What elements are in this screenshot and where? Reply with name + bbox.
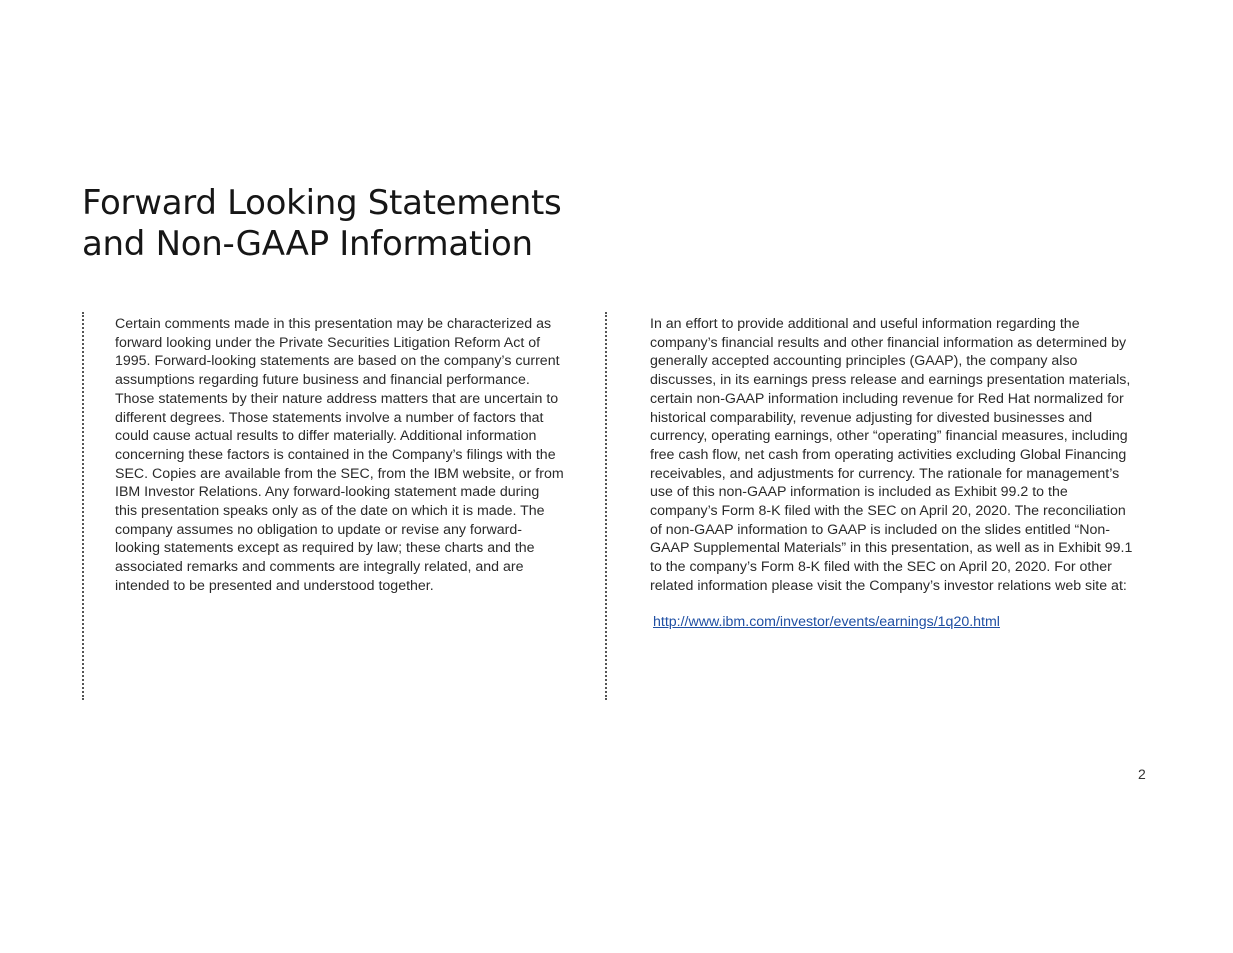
- investor-link-line: [607, 613, 1137, 632]
- title-line-1: Forward Looking Statements: [82, 183, 562, 223]
- page-number: 2: [1138, 766, 1146, 782]
- title-line-2: and Non-GAAP Information: [82, 224, 533, 264]
- investor-relations-link[interactable]: http://www.ibm.com/investor/events/earnings/1q20.html: [653, 613, 1000, 630]
- page-title: [82, 183, 642, 265]
- non-gaap-column: [605, 312, 1137, 700]
- forward-looking-column: [82, 312, 564, 700]
- non-gaap-paragraph: In an effort to provide additional and useful information regarding the company’s financial results and other financial information as determined by generally accepted accounting principles (GAAP), the company also discusses, in its earnings press release and earnings presentation materials, certain non-GAAP information including revenue for Red Hat normalized for historical comparability, revenue adjusting for divested businesses and currency, operating earnings, other “operating” financial measures, including free cash flow, net cash from operating activities excluding Global Financing receivables, and adjustments for currency. The rationale for management’s use of this non-GAAP information is included as Exhibit 99.2 to the company’s Form 8-K filed with the SEC on April 20, 2020. The reconciliation of non-GAAP information to GAAP is included on the slides entitled “Non-GAAP Supplemental Materials” in this presentation, as well as in Exhibit 99.1 to the company’s Form 8-K filed with the SEC on April 20, 2020. For other related information please visit the Company’s investor relations web site at:: [650, 316, 1133, 594]
- forward-looking-paragraph: Certain comments made in this presentation may be characterized as forward looking under the Private Securities Litigation Reform Act of 1995. Forward-looking statements are based on the company’s current assumptions regarding future business and financial performance. Those statements by their nature address matters that are uncertain to different degrees. Those statements involve a number of factors that could cause actual results to differ materially. Additional information concerning these factors is contained in the Company’s filings with the SEC. Copies are available from the SEC, from the IBM website, or from IBM Investor Relations. Any forward-looking statement made during this presentation speaks only as of the date on which it is made. The company assumes no obligation to update or revise any forward-looking statements except as required by law; these charts and the associated remarks and comments are integrally related, and are intended to be presented and understood together.: [115, 316, 564, 594]
